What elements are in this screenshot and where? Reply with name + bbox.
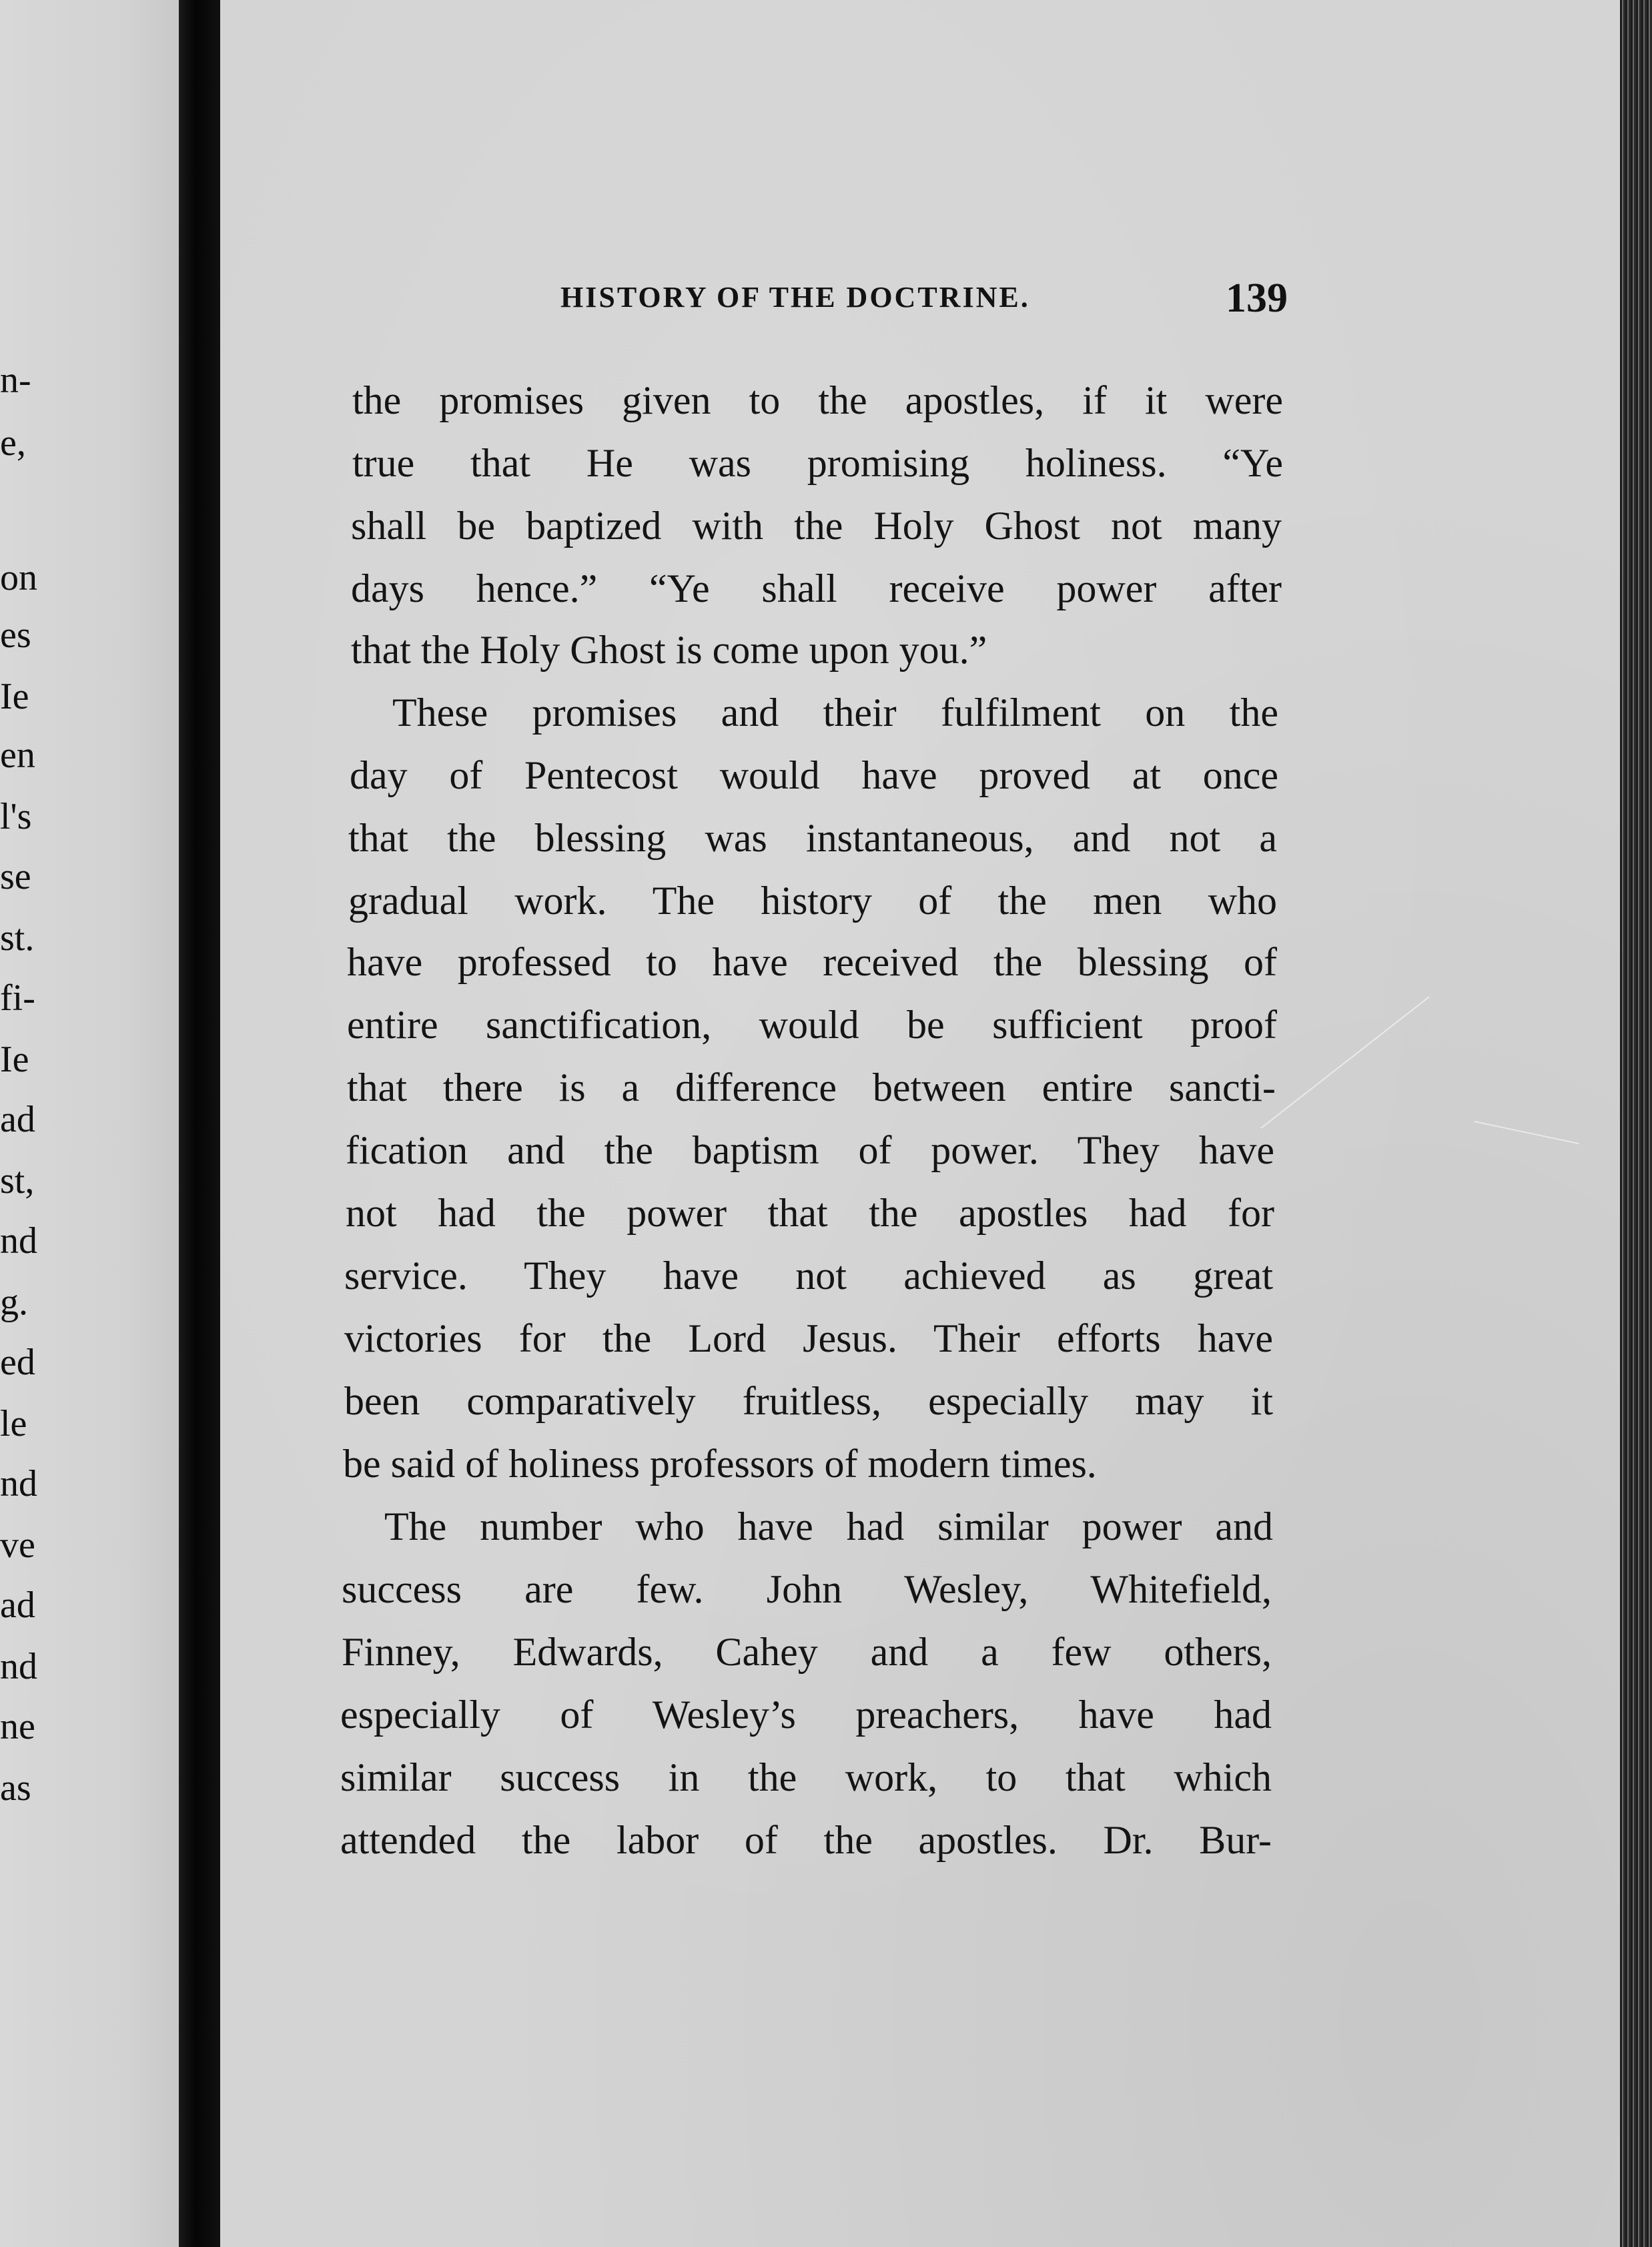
text-line: especially of Wesley’s preachers, have had [340, 1693, 1272, 1737]
text-line: the promises given to the apostles, if it were [352, 378, 1283, 422]
text-line: service. They have not achieved as great [344, 1254, 1273, 1298]
facing-line-end: Ie [0, 1039, 29, 1079]
text-line: day of Pentecost would have proved at once [350, 753, 1278, 797]
facing-line-end: ed [0, 1342, 35, 1382]
facing-line-end: ve [0, 1525, 35, 1565]
text-line: attended the labor of the apostles. Dr. Bur- [340, 1818, 1272, 1862]
facing-line-end: st. [0, 918, 35, 958]
text-line: The number who have had similar power and [384, 1504, 1273, 1548]
facing-line-end: nd [0, 1464, 37, 1504]
text-line: success are few. John Wesley, Whitefield, [342, 1567, 1272, 1611]
text-line: have professed to have received the blessing of [347, 940, 1277, 984]
facing-line-end: es [0, 615, 31, 655]
text-line: not had the power that the apostles had for [346, 1191, 1274, 1235]
facing-line-end: nd [0, 1647, 37, 1687]
book-gutter [179, 0, 220, 2247]
facing-line-end: ad [0, 1099, 35, 1140]
facing-line-end: Ie [0, 677, 29, 717]
text-line: fication and the baptism of power. They have [346, 1128, 1274, 1172]
page-number: 139 [1226, 276, 1288, 321]
text-line: that there is a difference between entire sancti- [347, 1065, 1276, 1109]
text-line: true that He was promising holiness. “Ye [352, 441, 1283, 485]
text-line: similar success in the work, to that which [340, 1755, 1272, 1799]
facing-line-end: l's [0, 797, 32, 837]
scan-scratch [1260, 996, 1429, 1129]
facing-line-end: fi- [0, 978, 35, 1018]
facing-line-end: g. [0, 1282, 28, 1322]
scan-scratch [1475, 1121, 1579, 1144]
facing-line-end: le [0, 1404, 27, 1444]
facing-line-end: as [0, 1768, 31, 1808]
facing-line-end: ne [0, 1707, 35, 1747]
running-head: HISTORY OF THE DOCTRINE. [560, 281, 1030, 314]
facing-line-end: se [0, 857, 31, 897]
text-line: Finney, Edwards, Cahey and a few others, [342, 1630, 1272, 1674]
facing-line-end: st, [0, 1161, 35, 1201]
page-edges [1620, 0, 1652, 2247]
page-header [560, 275, 1301, 328]
facing-line-end: en [0, 735, 35, 775]
text-line: These promises and their fulfilment on the [392, 691, 1278, 735]
text-line: shall be baptized with the Holy Ghost not many [351, 504, 1282, 548]
facing-line-end: ad [0, 1585, 35, 1625]
text-line: that the blessing was instantaneous, and not a [348, 816, 1277, 860]
text-line: victories for the Lord Jesus. Their efforts have [344, 1316, 1273, 1360]
text-line: that the Holy Ghost is come upon you.” [351, 628, 987, 672]
facing-page-fragment [0, 0, 179, 2247]
facing-line-end: e, [0, 423, 26, 463]
facing-line-end: on [0, 558, 37, 598]
text-line: been comparatively fruitless, especially may it [344, 1379, 1273, 1423]
text-line: entire sanctification, would be sufficient proof [347, 1003, 1277, 1047]
text-line: gradual work. The history of the men who [348, 879, 1277, 923]
text-line: days hence.” “Ye shall receive power after [351, 566, 1282, 610]
facing-line-end: nd [0, 1221, 37, 1261]
text-line: be said of holiness professors of modern times. [343, 1442, 1097, 1486]
facing-line-end: n- [0, 360, 31, 400]
